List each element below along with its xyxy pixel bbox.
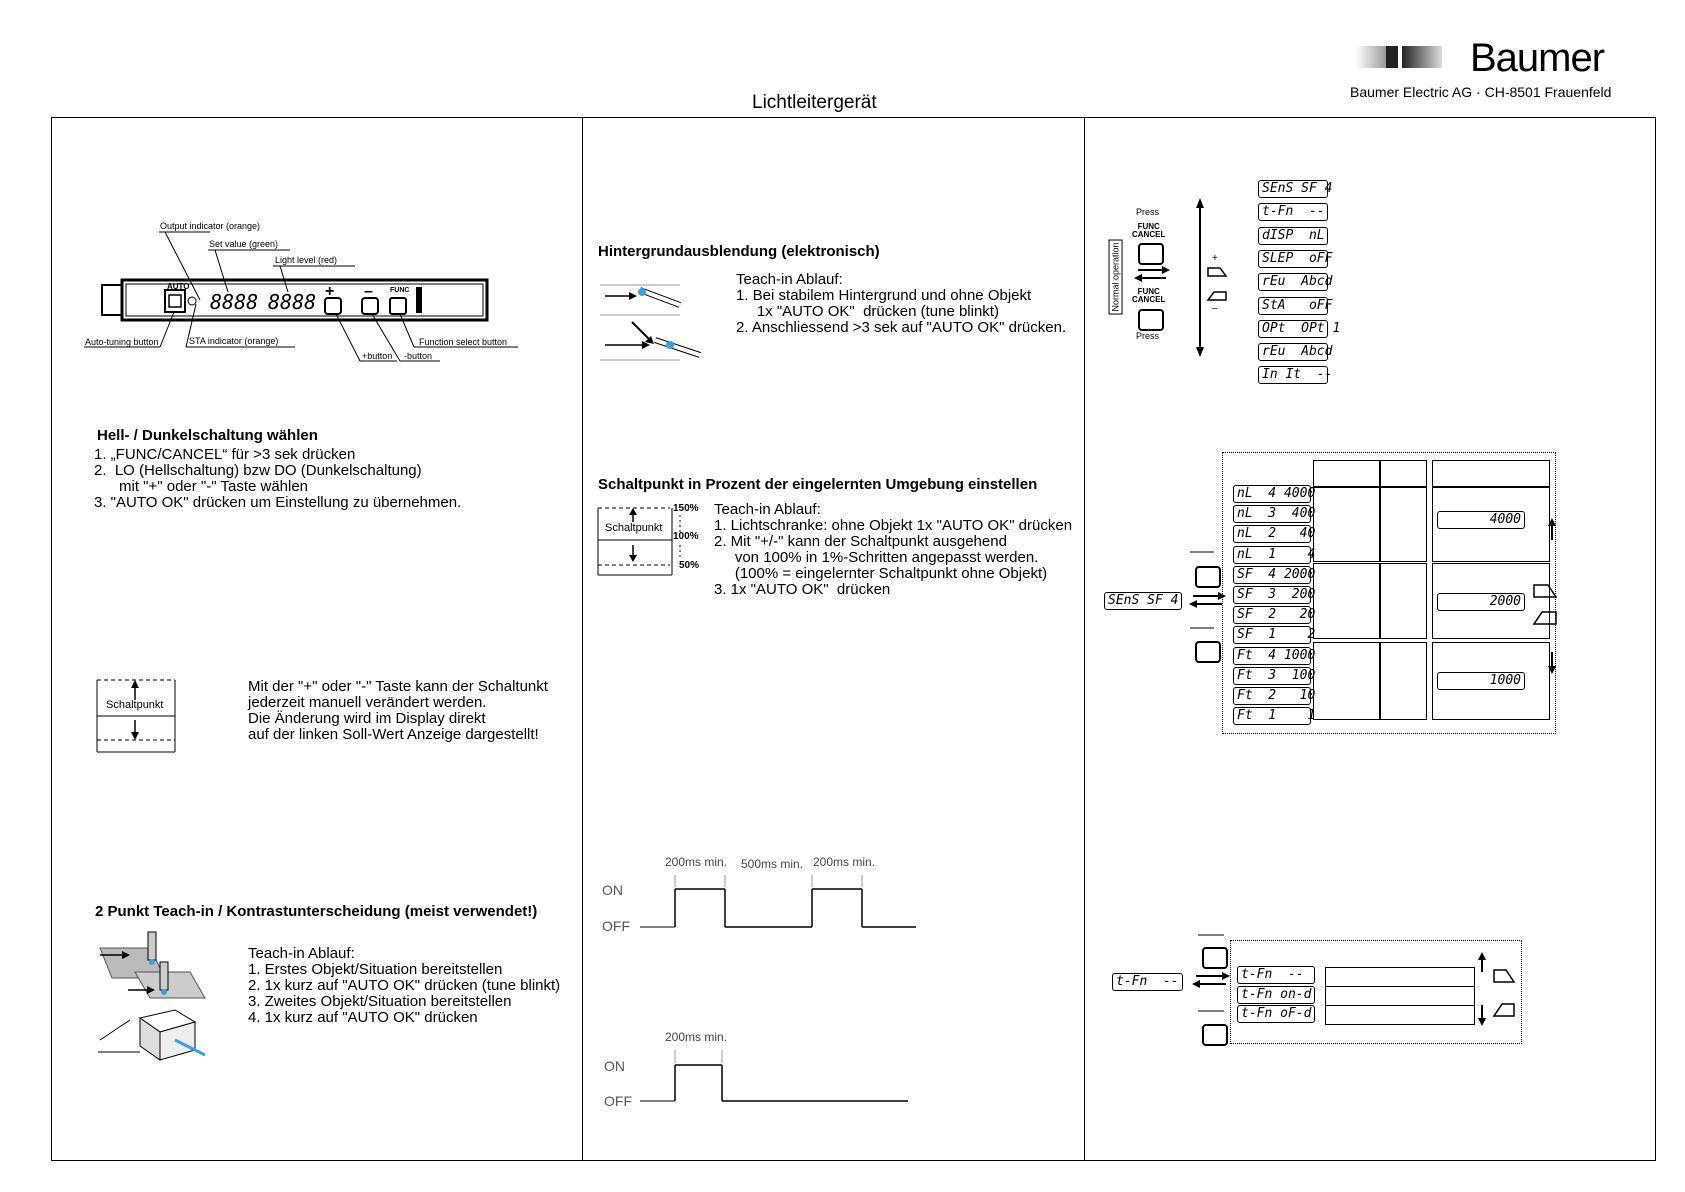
sens-col-header-2 xyxy=(1379,460,1427,488)
sens-item-display-4: nL 1 4 xyxy=(1233,546,1311,564)
sens-item-display-2: nL 3 400 xyxy=(1233,505,1311,523)
company-address: Baumer Electric AG · CH-8501 Frauenfeld xyxy=(1350,84,1612,100)
label-output-indicator: Output indicator (orange) xyxy=(160,221,261,231)
label-minus-button: -button xyxy=(404,351,433,361)
sens-item-display-3: nL 2 40 xyxy=(1233,525,1311,543)
logo xyxy=(1356,40,1456,70)
func-cancel-button-bottom[interactable] xyxy=(1138,309,1164,331)
timing1-off: OFF xyxy=(602,918,630,934)
hell-dunkel-line-2: 2. LO (Hellschaltung) bzw DO (Dunkelschaltung) xyxy=(94,462,422,479)
timing2-t1: 200ms min. xyxy=(665,1030,728,1044)
tfn-cell-2 xyxy=(1325,986,1475,1006)
sens-col-header-3 xyxy=(1432,460,1550,488)
schaltpunkt-label: Schaltpunkt xyxy=(106,699,164,711)
sens-item-display-6: SF 3 200 xyxy=(1233,586,1311,604)
svg-text:FUNC: FUNC xyxy=(390,287,410,294)
sens-item-display-7: SF 2 20 xyxy=(1233,606,1311,624)
percent-line-6: 3. 1x "AUTO OK" drücken xyxy=(714,581,891,598)
tfn-cell-3 xyxy=(1325,1005,1475,1025)
func-cancel-button-top[interactable] xyxy=(1138,243,1164,265)
percent-100: 100% xyxy=(673,531,699,542)
minus-button-tfn[interactable] xyxy=(1202,1024,1228,1046)
menu-item-display-2: t-Fn -- xyxy=(1258,203,1328,221)
sens-cell-2a xyxy=(1313,563,1381,639)
sens-col-header-1 xyxy=(1313,460,1381,488)
manual-line-3: Die Änderung wird im Display direkt xyxy=(248,710,486,727)
menu-item-display-1: SEnS SF 4 xyxy=(1258,180,1328,198)
tfn-item-display-2: t-Fn on-d xyxy=(1237,986,1315,1004)
background-line-3: 1x "AUTO OK" drücken (tune blinkt) xyxy=(736,303,999,320)
two-point-heading: 2 Punkt Teach-in / Kontrastunterscheidung (meist verwendet!) xyxy=(95,903,538,920)
manual-line-2: jederzeit manuell verändert werden. xyxy=(248,694,487,711)
two-point-line-1: Teach-in Ablauf: xyxy=(248,945,355,962)
manual-line-1: Mit der "+" oder "-" Taste kann der Schaltunkt xyxy=(248,678,548,695)
svg-text:AUTO: AUTO xyxy=(167,282,190,291)
menu-item-display-3: dISP nL xyxy=(1258,227,1328,245)
sens-item-display-1: nL 4 4000 xyxy=(1233,485,1311,503)
sens-cell-3a xyxy=(1313,642,1381,720)
sens-cell-3b xyxy=(1379,642,1427,720)
plus-label: + xyxy=(1212,253,1218,264)
percent-heading: Schaltpunkt in Prozent der eingelernten Umgebung einstellen xyxy=(598,476,1038,493)
sens-entry-display: SEnS SF 4 xyxy=(1104,592,1182,610)
press-top-label: Press xyxy=(1136,207,1160,217)
hell-dunkel-line-4: 3. "AUTO OK" drücken um Einstellung zu übernehmen. xyxy=(94,494,462,511)
label-plus-button: +button xyxy=(362,351,393,361)
plus-button-tfn[interactable] xyxy=(1202,947,1228,969)
menu-item-display-7: OPt OPt 1 xyxy=(1258,320,1328,338)
sens-cell-1a xyxy=(1313,486,1381,562)
two-point-line-4: 3. Zweites Objekt/Situation bereitstellen xyxy=(248,993,512,1010)
percent-line-1: Teach-in Ablauf: xyxy=(714,501,821,518)
hell-dunkel-line-1: 1. „FUNC/CANCEL“ für >3 sek drücken xyxy=(94,446,356,463)
svg-text:+: + xyxy=(325,283,335,300)
column-divider-1 xyxy=(582,117,583,1160)
label-auto-tuning-button: Auto-tuning button xyxy=(85,337,159,347)
sens-cell-2b xyxy=(1379,563,1427,639)
tfn-cell-1 xyxy=(1325,967,1475,987)
func-cancel-top-label: FUNC CANCEL xyxy=(1132,222,1166,239)
sens-item-display-10: Ft 3 100 xyxy=(1233,667,1311,685)
sens-item-display-8: SF 1 2 xyxy=(1233,626,1311,644)
sens-value-2: 2000 xyxy=(1437,593,1525,611)
sens-value-3: 1000 xyxy=(1437,672,1525,690)
percent-line-4: von 100% in 1%-Schritten angepasst werden. xyxy=(714,549,1039,566)
tfn-item-display-3: t-Fn oF-d xyxy=(1237,1005,1315,1023)
tfn-entry-display: t-Fn -- xyxy=(1112,973,1183,991)
two-point-line-3: 2. 1x kurz auf "AUTO OK" drücken (tune blinkt) xyxy=(248,977,561,994)
sens-value-1: 4000 xyxy=(1437,511,1525,529)
menu-item-display-9: In It -- xyxy=(1258,366,1328,384)
background-heading: Hintergrundausblendung (elektronisch) xyxy=(598,243,880,260)
sens-item-display-9: Ft 4 1000 xyxy=(1233,647,1311,665)
press-bottom-label: Press xyxy=(1136,331,1160,341)
percent-line-5: (100% = eingelernter Schaltpunkt ohne Objekt) xyxy=(714,565,1048,582)
minus-button-sens[interactable] xyxy=(1195,641,1221,663)
percent-150: 150% xyxy=(673,503,699,514)
hell-dunkel-heading: Hell- / Dunkelschaltung wählen xyxy=(97,427,318,444)
sens-item-display-11: Ft 2 10 xyxy=(1233,687,1311,705)
tfn-item-display-1: t-Fn -- xyxy=(1237,966,1315,984)
background-line-2: 1. Bei stabilem Hintergrund und ohne Objekt xyxy=(736,287,1032,304)
timing1-on: ON xyxy=(602,882,623,898)
percent-line-3: 2. Mit "+/-" kann der Schaltpunkt ausgehend xyxy=(714,533,1007,550)
timing2-off: OFF xyxy=(604,1093,632,1109)
menu-item-display-6: StA oFF xyxy=(1258,297,1328,315)
sens-item-display-5: SF 4 2000 xyxy=(1233,566,1311,584)
hell-dunkel-line-3: mit "+" oder "-" Taste wählen xyxy=(94,478,309,495)
background-line-4: 2. Anschliessend >3 sek auf "AUTO OK" drücken. xyxy=(736,319,1067,336)
menu-item-display-5: rEu Abcd xyxy=(1258,273,1328,291)
page-title: Lichtleitergerät xyxy=(752,92,877,113)
minus-label: – xyxy=(1212,303,1218,314)
svg-text:–: – xyxy=(364,283,373,300)
percent-box-label: Schaltpunkt xyxy=(605,522,663,534)
menu-item-display-8: rEu Abcd xyxy=(1258,343,1328,361)
percent-50: 50% xyxy=(679,560,700,571)
timing1-t3: 200ms min. xyxy=(813,855,876,869)
label-set-value: Set value (green) xyxy=(209,239,279,249)
column-divider-2 xyxy=(1084,117,1085,1160)
sens-item-display-12: Ft 1 1 xyxy=(1233,707,1311,725)
svg-text:8888: 8888 xyxy=(268,290,317,314)
label-light-level: Light level (red) xyxy=(275,255,338,265)
plus-button-sens[interactable] xyxy=(1195,566,1221,588)
timing2-on: ON xyxy=(604,1058,625,1074)
brand-name: Baumer xyxy=(1470,36,1605,80)
sens-cell-1b xyxy=(1379,486,1427,562)
background-line-1: Teach-in Ablauf: xyxy=(736,271,843,288)
normal-operation-label: Normal operation xyxy=(1109,239,1123,314)
two-point-line-5: 4. 1x kurz auf "AUTO OK" drücken xyxy=(248,1009,478,1026)
func-cancel-bottom-label: FUNC CANCEL xyxy=(1132,287,1166,304)
label-sta-indicator: STA indicator (orange) xyxy=(189,336,279,346)
timing1-t1: 200ms min. xyxy=(665,855,728,869)
two-point-line-2: 1. Erstes Objekt/Situation bereitstellen xyxy=(248,961,503,978)
percent-line-2: 1. Lichtschranke: ohne Objekt 1x "AUTO OK" drücken xyxy=(714,517,1073,534)
menu-item-display-4: SLEP oFF xyxy=(1258,250,1328,268)
svg-text:8888: 8888 xyxy=(210,290,259,314)
timing1-t2: 500ms min. xyxy=(741,857,804,871)
manual-line-4: auf der linken Soll-Wert Anzeige dargestellt! xyxy=(248,726,539,743)
label-function-select-button: Function select button xyxy=(419,337,508,347)
